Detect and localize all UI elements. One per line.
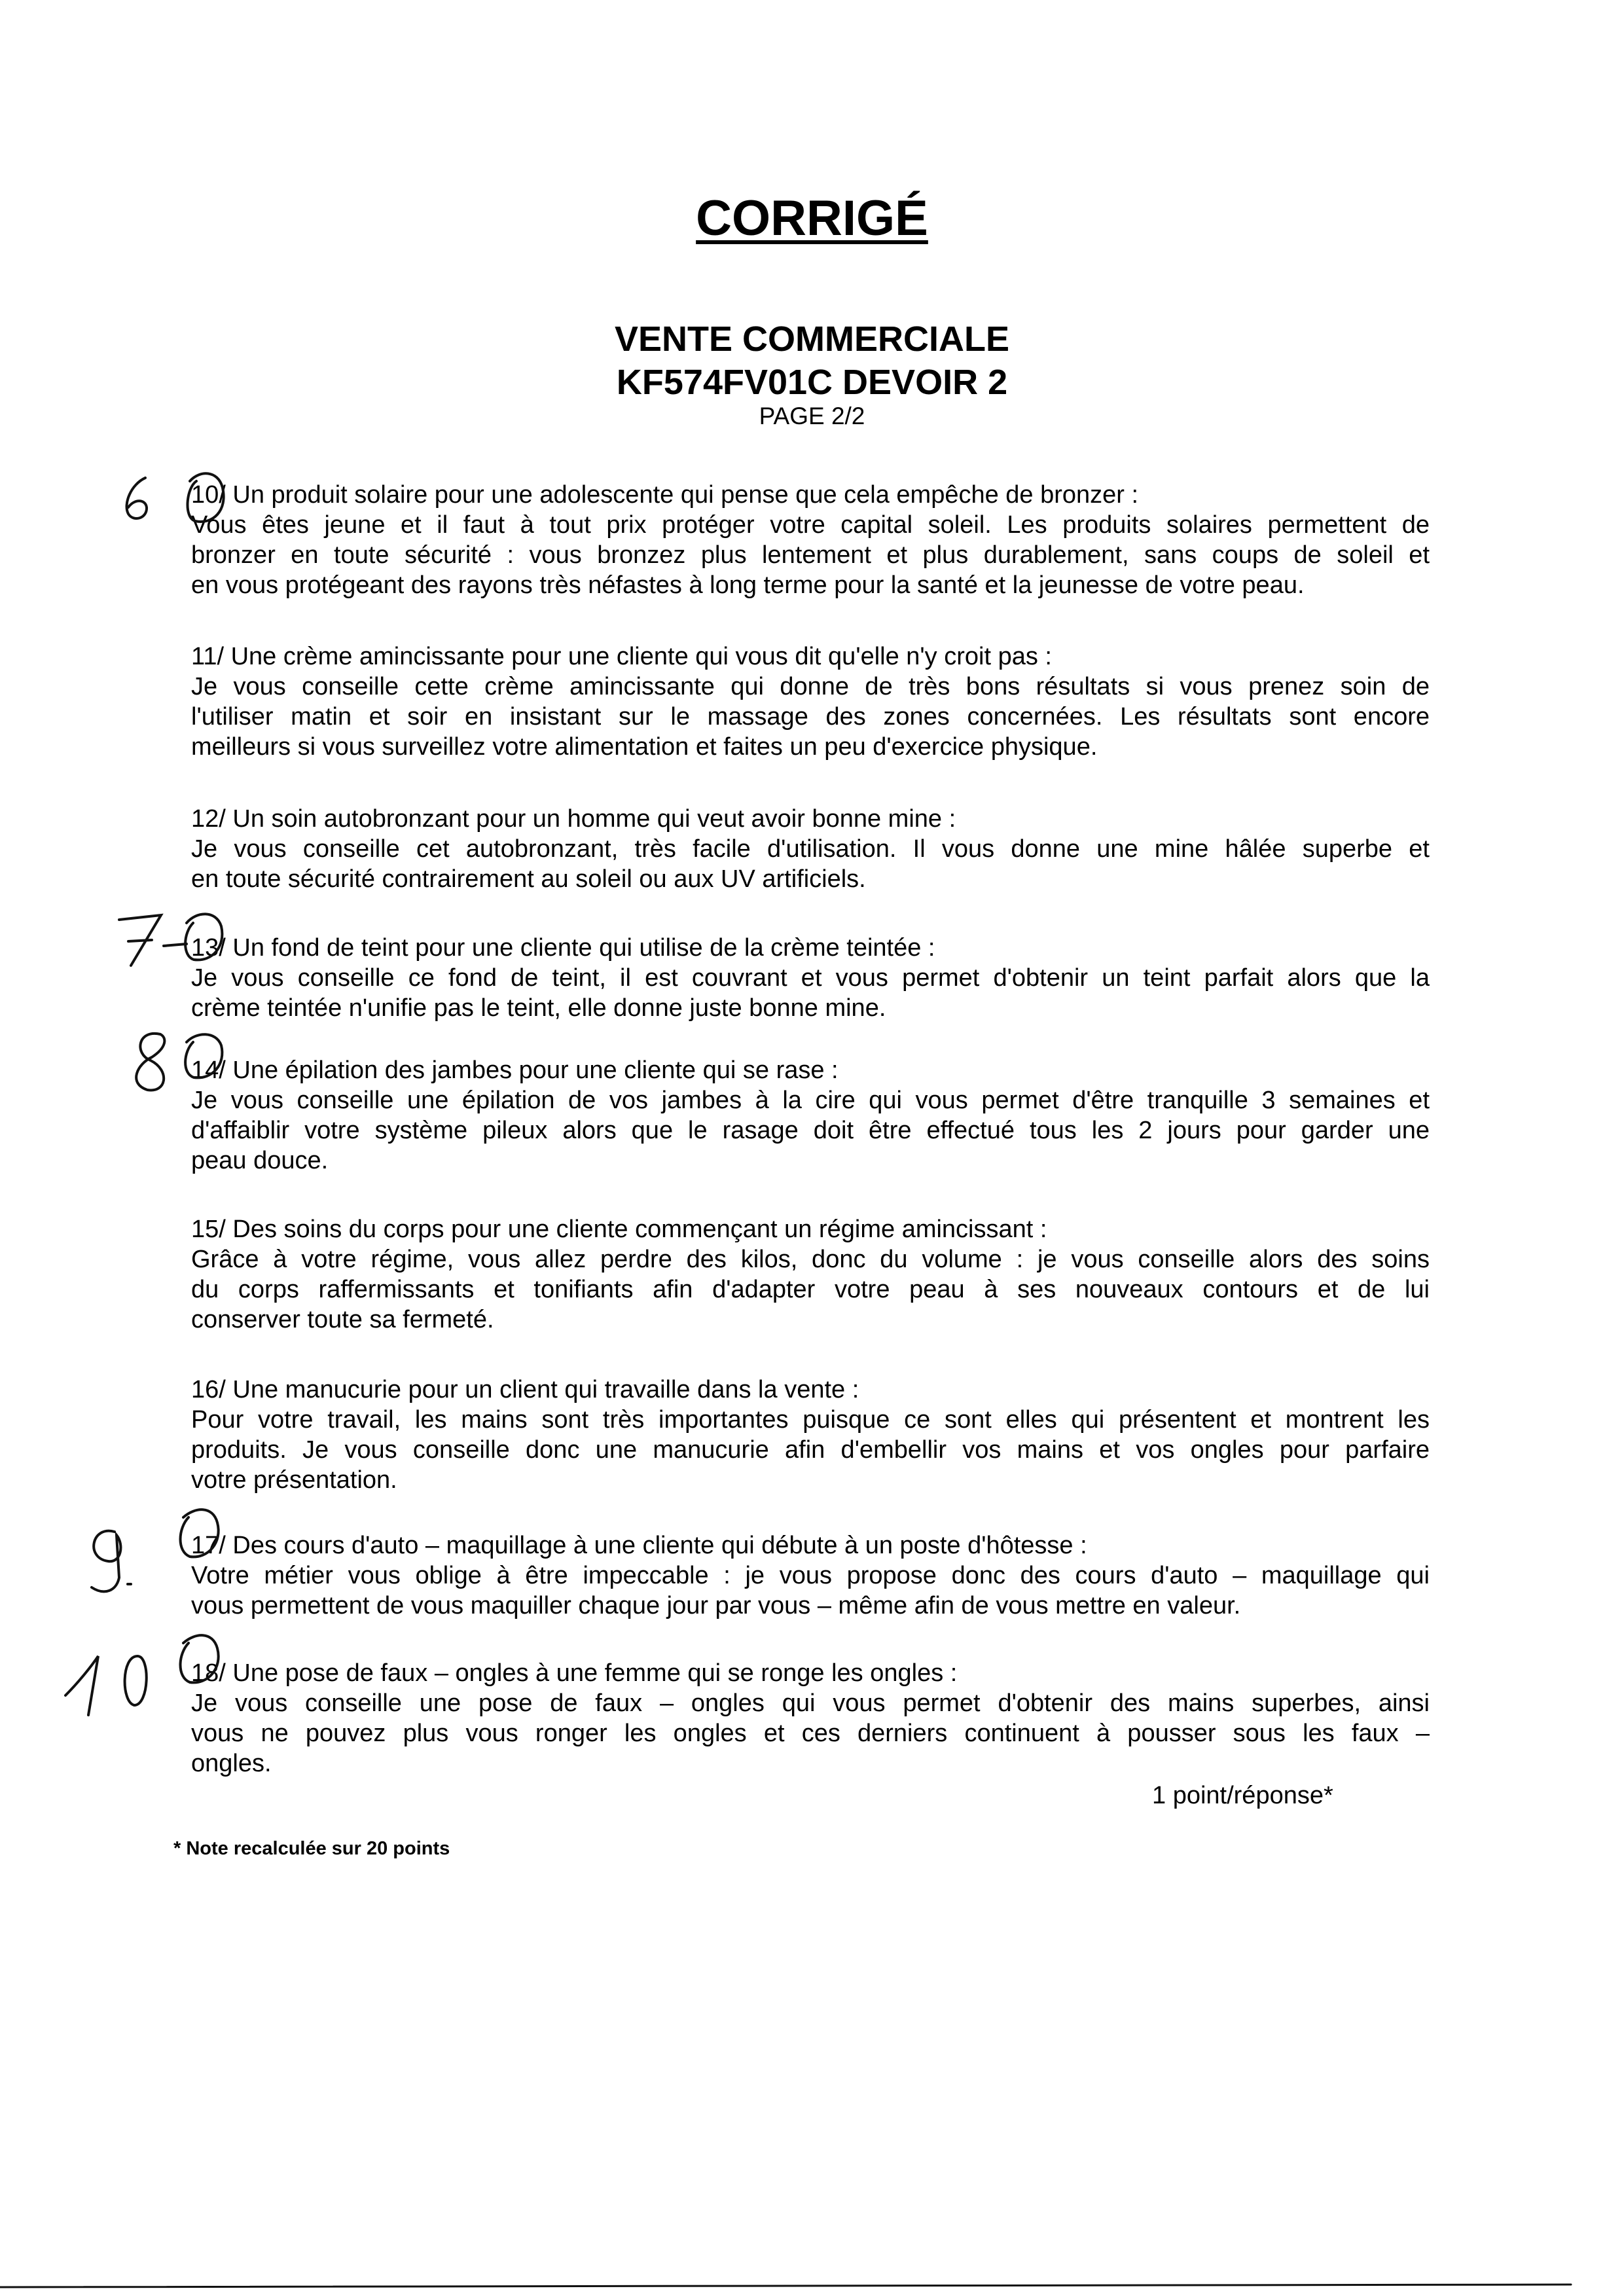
answer-line: produits. Je vous conseille donc une manucurie afin d'embellir vos mains et vos ongles pour parfaire	[191, 1436, 1430, 1464]
answer-item	[191, 1214, 1430, 1335]
answer-line: vous permettent de vous maquiller chaque jour par vous – même afin de vous mettre en valeur.	[191, 1592, 1241, 1619]
question-heading: 15/ Des soins du corps pour une cliente commençant un régime amincissant :	[191, 1216, 1047, 1243]
answer-line: bronzer en toute sécurité : vous bronzez plus lentement et plus durablement, sans coups de soleil et	[191, 541, 1430, 569]
answer-line: Je vous conseille cet autobronzant, très facile d'utilisation. Il vous donne une mine hâlée superbe et	[191, 835, 1430, 863]
question-heading: 13/ Un fond de teint pour une cliente qui utilise de la crème teintée :	[191, 934, 935, 962]
question-heading: 14/ Une épilation des jambes pour une cliente qui se rase :	[191, 1057, 839, 1084]
footnote: * Note recalculée sur 20 points	[173, 1838, 450, 1859]
question-heading: 11/ Une crème amincissante pour une cliente qui vous dit qu'elle n'y croit pas :	[191, 643, 1052, 670]
answer-line: Vous êtes jeune et il faut à tout prix protéger votre capital soleil. Les produits solaires permettent de	[191, 511, 1430, 539]
answer-line: en vous protégeant des rayons très néfastes à long terme pour la santé et la jeunesse de votre peau.	[191, 571, 1305, 599]
handwritten-grade-7	[119, 915, 187, 966]
handwritten-grade-10	[65, 1656, 147, 1715]
answer-line: en toute sécurité contrairement au soleil ou aux UV artificiels.	[191, 865, 866, 893]
scoring-note: 1 point/réponse*	[1152, 1782, 1333, 1809]
answer-line: peau douce.	[191, 1147, 329, 1174]
page-number: PAGE 2/2	[759, 403, 865, 429]
answer-line: Pour votre travail, les mains sont très importantes puisque ce sont elles qui présentent et montrent les	[191, 1406, 1430, 1434]
question-heading: 18/ Une pose de faux – ongles à une femme qui se ronge les ongles :	[191, 1659, 958, 1687]
answer-item	[191, 933, 1430, 1023]
answer-item	[191, 480, 1430, 600]
answer-line: du corps raffermissants et tonifiants afin d'adapter votre peau à ses nouveaux contours et de lui	[191, 1276, 1430, 1303]
answer-line: l'utiliser matin et soir en insistant sur le massage des zones concernées. Les résultats sont encore	[191, 703, 1430, 731]
question-heading: 12/ Un soin autobronzant pour un homme qui veut avoir bonne mine :	[191, 805, 956, 833]
answer-line: meilleurs si vous surveillez votre alimentation et faites un peu d'exercice physique.	[191, 733, 1098, 761]
bottom-rule	[0, 2285, 1571, 2287]
answer-line: d'affaiblir votre système pileux alors que le rasage doit être effectué tous les 2 jours pour garder une	[191, 1117, 1430, 1144]
answer-line: Votre métier vous oblige à être impeccable : je vous propose donc des cours d'auto – maquillage qui	[191, 1562, 1430, 1589]
handwritten-grade-8	[136, 1034, 164, 1091]
answer-line: ongles.	[191, 1750, 272, 1777]
answer-line: Je vous conseille cette crème amincissante qui donne de très bons résultats si vous prenez soin de	[191, 673, 1430, 700]
answer-item	[191, 1658, 1430, 1779]
answer-line: Je vous conseille une pose de faux – ongles qui vous permet d'obtenir des mains superbes, ainsi	[191, 1690, 1430, 1717]
question-heading: 16/ Une manucurie pour un client qui travaille dans la vente :	[191, 1376, 859, 1403]
subject-title: VENTE COMMERCIALE	[614, 319, 1010, 359]
answer-item	[191, 804, 1430, 894]
page-title: CORRIGÉ	[696, 190, 928, 246]
question-heading: 17/ Des cours d'auto – maquillage à une cliente qui débute à un poste d'hôtesse :	[191, 1532, 1087, 1559]
answer-line: Je vous conseille ce fond de teint, il est couvrant et vous permet d'obtenir un teint parfait alors que la	[191, 964, 1430, 992]
answer-item	[191, 1530, 1430, 1621]
handwritten-grade-9	[92, 1531, 131, 1592]
question-heading: 10/ Un produit solaire pour une adolescente qui pense que cela empêche de bronzer :	[191, 481, 1139, 509]
answer-item	[191, 1375, 1430, 1495]
answer-item	[191, 1055, 1430, 1176]
handwritten-grade-6	[127, 478, 147, 518]
answer-line: vous ne pouvez plus vous ronger les ongles et ces derniers continuent à pousser sous les faux –	[191, 1720, 1430, 1747]
answer-line: conserver toute sa fermeté.	[191, 1306, 494, 1333]
answer-line: votre présentation.	[191, 1466, 397, 1494]
answer-line: Grâce à votre régime, vous allez perdre des kilos, donc du volume : je vous conseille alors des soins	[191, 1246, 1430, 1273]
answer-item	[191, 642, 1430, 762]
answer-line: crème teintée n'unifie pas le teint, elle donne juste bonne mine.	[191, 994, 886, 1022]
answer-line: Je vous conseille une épilation de vos jambes à la cire qui vous permet d'être tranquille 3 semaines et	[191, 1087, 1430, 1114]
assignment-code: KF574FV01C DEVOIR 2	[616, 363, 1008, 402]
